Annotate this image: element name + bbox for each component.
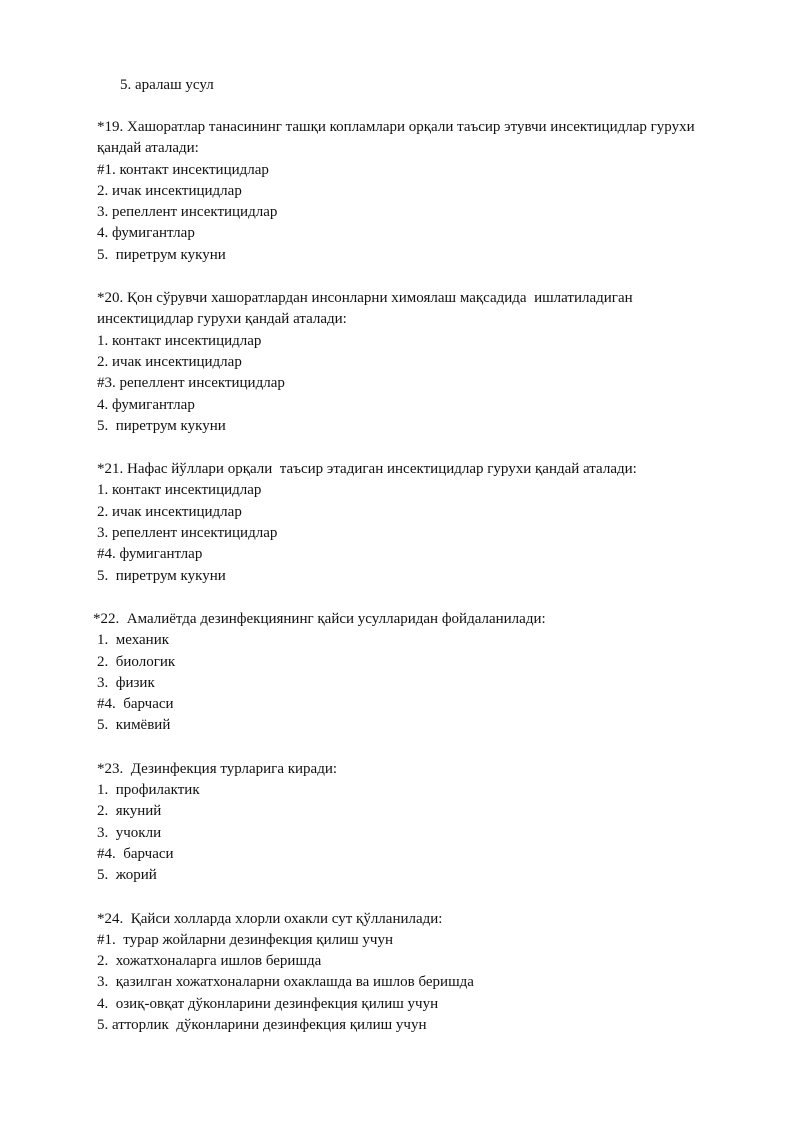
answer-option: 2. хожатхоналарга ишлов беришда: [97, 953, 322, 970]
question-19: [97, 117, 697, 266]
answer-option: 2. ичак инсектицидлар: [97, 182, 242, 199]
answer-option: 3. қазилган хожатхоналарни охаклашда ва ишлов беришда: [97, 974, 474, 991]
answer-option: 4. фумигантлар: [97, 225, 195, 242]
answer-option: #1. турар жойларни дезинфекция қилиш учун: [97, 931, 394, 948]
answer-option: 5. кимёвий: [97, 717, 171, 734]
answer-option: #4. барчаси: [97, 696, 174, 713]
question-text: *20. Қон сўрувчи хашоратлардан инсонларни химоялаш мақсадида ишлатиладиган инсектицидлар гурухи қандай аталади:: [97, 290, 637, 328]
answer-option: 5. атторлик дўконларини дезинфекция қилиш учун: [97, 1016, 427, 1033]
answer-option: 5. жорий: [97, 867, 157, 884]
answer-option: 2. ичак инсектицидлар: [97, 353, 242, 370]
answer-option: 1. механик: [97, 632, 170, 649]
previous-answer-option: 5. аралаш усул: [120, 77, 214, 93]
answer-option: 5. пиретрум кукуни: [97, 246, 226, 263]
answer-option: 2. якуний: [97, 803, 162, 820]
answer-option: 3. учокли: [97, 824, 162, 841]
question-text: *21. Нафас йўллари орқали таъсир этадиган инсектицидлар гурухи қандай аталади:: [97, 461, 637, 478]
answer-option: 5. пиретрум кукуни: [97, 567, 226, 584]
question-list: [93, 117, 699, 1058]
answer-option: 1. контакт инсектицидлар: [97, 332, 262, 349]
answer-option: 1. контакт инсектицидлар: [97, 482, 262, 499]
question-21: [97, 459, 697, 587]
answer-option: 3. репеллент инсектицидлар: [97, 525, 278, 542]
answer-option: 2. ичак инсектицидлар: [97, 503, 242, 520]
question-23: [97, 759, 697, 887]
answer-option: #1. контакт инсектицидлар: [97, 161, 269, 178]
answer-option: #4. барчаси: [97, 845, 174, 862]
question-text: *19. Хашоратлар танасининг ташқи копламлари орқали таъсир этувчи инсектицидлар гурухи қандай аталади:: [97, 119, 699, 157]
answer-option: 2. биологик: [97, 653, 176, 670]
answer-option: #3. репеллент инсектицидлар: [97, 375, 285, 392]
answer-option: 4. фумигантлар: [97, 396, 195, 413]
answer-option: 1. профилактик: [97, 782, 200, 799]
question-text: *23. Дезинфекция турларига киради:: [97, 760, 338, 777]
question-24: [97, 909, 697, 1037]
question-22: [93, 609, 697, 737]
question-text: *24. Қайси холларда хлорли охакли сут қўлланилади:: [97, 910, 443, 927]
question-text: *22. Амалиётда дезинфекциянинг қайси усулларидан фойдаланилади:: [93, 610, 546, 627]
answer-option: 4. озиқ-овқат дўконларини дезинфекция қилиш учун: [97, 995, 439, 1012]
answer-option: 3. физик: [97, 674, 155, 691]
answer-option: 5. пиретрум кукуни: [97, 417, 226, 434]
question-20: [97, 288, 697, 437]
answer-option: 3. репеллент инсектицидлар: [97, 204, 278, 221]
answer-option: #4. фумигантлар: [97, 546, 203, 563]
